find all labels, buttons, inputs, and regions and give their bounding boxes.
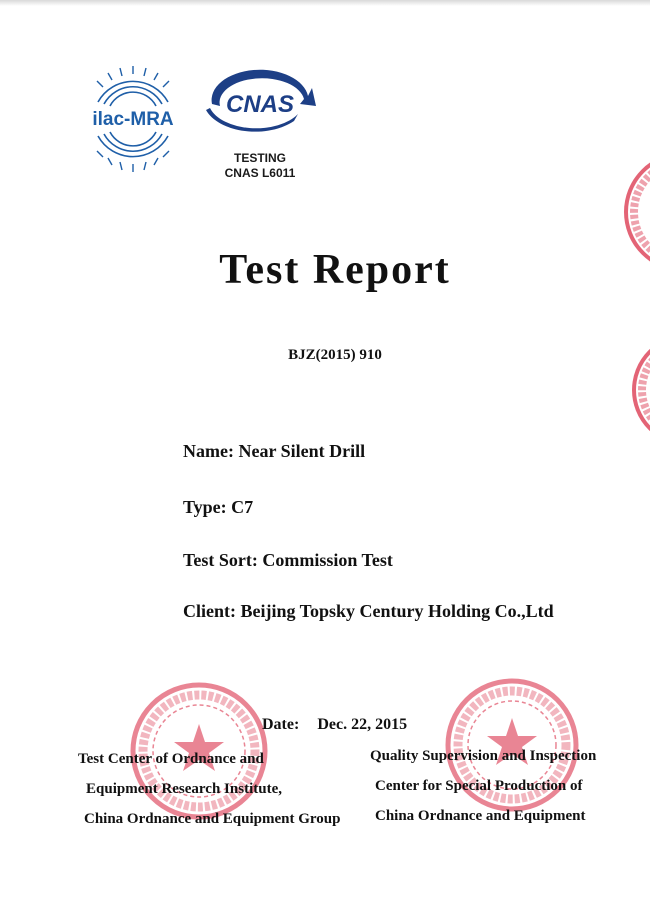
issuer-right-block (370, 741, 596, 831)
field-name (183, 441, 365, 462)
date-value: Dec. 22, 2015 (317, 716, 408, 733)
issuer-left-block (78, 744, 340, 834)
issuer-left-line-3: China Ordnance and Equipment Group (84, 811, 341, 827)
field-type-value: C7 (231, 497, 254, 517)
cnas-accreditation-number: CNAS L6011 (224, 166, 296, 180)
field-sort-value: Commission Test (262, 550, 393, 570)
edge-seal-stamp-upper (616, 152, 650, 272)
field-name-value: Near Silent Drill (238, 441, 366, 461)
report-title: Test Report (219, 247, 451, 293)
issuer-right-line-2: Center for Special Production of (375, 778, 583, 794)
issuer-right-line-1: Quality Supervision and Inspection (370, 748, 597, 764)
ilac-mra-logo (76, 62, 190, 176)
edge-seal-stamp-lower (624, 335, 650, 445)
scan-top-edge (0, 0, 650, 6)
cnas-logo (200, 66, 320, 136)
cnas-testing-label: TESTING (233, 151, 286, 165)
issuer-right-line-3: China Ordnance and Equipment (375, 808, 586, 824)
field-type-label: Type: (183, 497, 227, 517)
cnas-logo-text: CNAS (225, 91, 295, 118)
ilac-logo-text: ilac-MRA (92, 109, 174, 130)
issue-date (262, 716, 407, 734)
issuer-left-line-2: Equipment Research Institute, (86, 781, 282, 797)
field-name-label: Name: (183, 441, 234, 461)
date-label: Date: (262, 716, 300, 733)
field-client (183, 601, 554, 622)
field-type (183, 497, 253, 518)
field-sort-label: Test Sort: (183, 550, 258, 570)
issuer-left-line-1: Test Center of Ordnance and (78, 751, 264, 767)
report-reference-number: BJZ(2015) 910 (288, 347, 382, 363)
field-client-label: Client: (183, 601, 236, 621)
field-test-sort (183, 550, 393, 571)
field-client-value: Beijing Topsky Century Holding Co.,Ltd (240, 601, 554, 621)
